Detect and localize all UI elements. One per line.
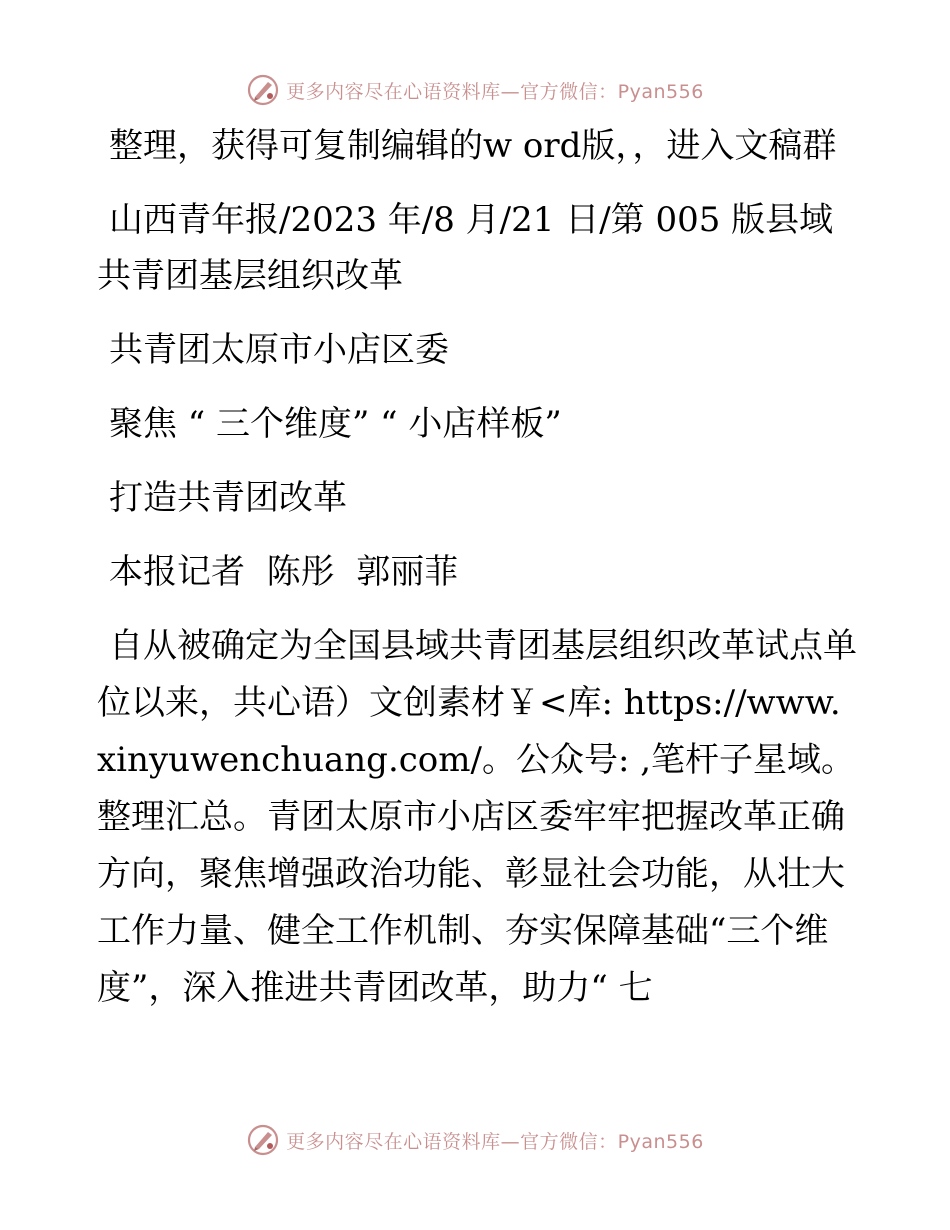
byline-text: 本报记者 陈彤 郭丽菲 (109, 552, 459, 592)
byline-paragraph (97, 544, 857, 600)
headline-paragraph (97, 396, 857, 452)
body-text: 自从被确定为全国县域共青团基层组织改革试点单位以来，共心语）文创素材￥<库: https://www.xinyuwenchuang.com/。公众号: ,笔杆子星域。整理汇总。青团太原市小店区委牢牢把握改革正确方向，聚焦增强政治功能、彰显社会功能，从壮大工作力量、健全工作机制、夯实保障基础“三个维度”，深入推进共青团改革，助力“ 七 (97, 626, 857, 1008)
body-paragraph (97, 618, 857, 1017)
source-paragraph (97, 192, 857, 304)
top-watermark-banner (0, 72, 950, 108)
intro-text: 整理，获得可复制编辑的w ord版，，进入文稿群 (109, 126, 837, 166)
watermark-text: 更多内容尽在心语资料库—官方微信：Pyan556 (286, 1130, 704, 1153)
bottom-watermark-banner (0, 1122, 950, 1158)
quill-pen-seal-icon (246, 73, 280, 107)
document-content (97, 118, 857, 1017)
unit-text: 共青团太原市小店区委 (109, 330, 449, 370)
unit-paragraph (97, 322, 857, 378)
subheadline-paragraph (97, 470, 857, 526)
headline-text: 聚焦 “ 三个维度” “ 小店样板” (109, 404, 562, 444)
source-text: 山西青年报/2023 年/8 月/21 日/第 005 版县域共青团基层组织改革 (97, 200, 834, 296)
watermark-text: 更多内容尽在心语资料库—官方微信：Pyan556 (286, 80, 704, 103)
subheadline-text: 打造共青团改革 (109, 478, 347, 518)
quill-pen-seal-icon (246, 1123, 280, 1157)
intro-paragraph (97, 118, 857, 174)
